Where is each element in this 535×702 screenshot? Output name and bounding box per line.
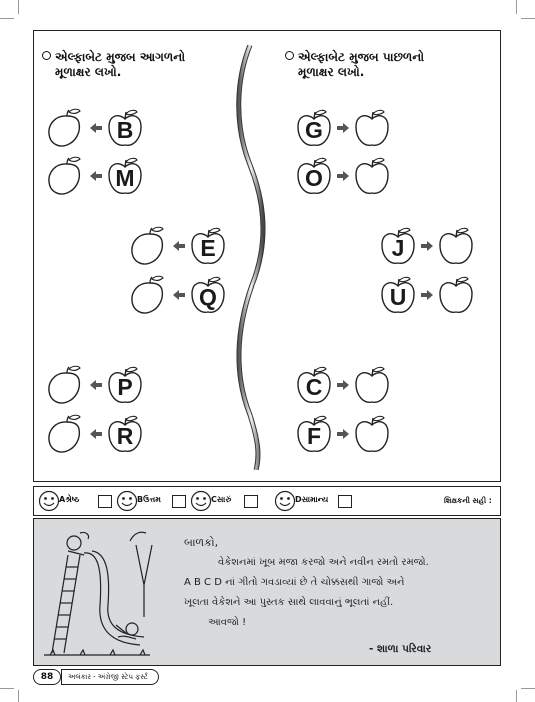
arrow-right-icon [336, 427, 350, 441]
answer-fruit[interactable] [45, 107, 85, 149]
left-instruction-line2: મૂળાક્ષર લખો. [55, 65, 122, 79]
crop-mark [18, 0, 19, 14]
grading-strip [33, 486, 501, 516]
answer-fruit[interactable] [352, 413, 392, 455]
grade-checkbox[interactable] [244, 495, 258, 508]
crop-mark [0, 18, 14, 19]
grade-label: Aશ્રેષ્ઠ [59, 495, 80, 504]
answer-fruit[interactable] [436, 225, 476, 267]
left-pair [45, 364, 155, 406]
answer-fruit[interactable] [128, 225, 168, 267]
grade-label: Dસામાન્ય [295, 495, 329, 504]
left-pair [45, 155, 155, 197]
letter-label: F [306, 423, 322, 449]
note-text [184, 533, 494, 655]
teacher-sign-label: શિક્ષકની સહી : [444, 496, 492, 505]
right-pair [294, 107, 404, 149]
arrow-right-icon [420, 288, 434, 302]
letter-label: O [305, 165, 323, 191]
letter-label: G [305, 117, 323, 143]
crop-mark [18, 690, 19, 702]
answer-fruit[interactable] [45, 364, 85, 406]
crop-mark [516, 690, 517, 702]
right-instruction [298, 50, 424, 80]
letter-fruit [105, 155, 145, 197]
arrow-left-icon [89, 169, 103, 183]
letter-fruit [294, 107, 334, 149]
note-line: વેકેશનમાં ખૂબ મજા કરજો અને નવીન રમતો રમજો. [218, 557, 429, 568]
left-pair [45, 413, 155, 455]
answer-fruit[interactable] [436, 274, 476, 316]
right-pair [378, 274, 488, 316]
letter-fruit [105, 413, 145, 455]
letter-label: J [391, 235, 405, 261]
arrow-left-icon [89, 427, 103, 441]
right-instruction-line1: એલ્ફાબેટ મુજબ પાછળનો [298, 50, 425, 64]
arrow-left-icon [89, 121, 103, 135]
smiley-icon [274, 490, 296, 512]
answer-fruit[interactable] [352, 155, 392, 197]
letter-label: C [305, 374, 323, 400]
left-pair [45, 107, 155, 149]
right-pair [294, 155, 404, 197]
note-closing: આવજો ! [208, 617, 247, 628]
left-pair [128, 274, 238, 316]
arrow-right-icon [336, 169, 350, 183]
note-signature: - શાળા પરિવાર [369, 643, 432, 655]
grade-label: Bઉત્તમ [137, 495, 161, 504]
playground-slide-illustration [40, 525, 158, 661]
answer-fruit[interactable] [128, 274, 168, 316]
grade-checkbox[interactable] [98, 495, 112, 508]
right-instruction-line2: મૂળાક્ષર લખો. [298, 65, 365, 79]
letter-fruit [188, 225, 228, 267]
holiday-note [33, 518, 501, 666]
grade-label: Cસારું [211, 495, 232, 504]
smiley-icon [190, 490, 212, 512]
bullet-icon [42, 51, 51, 60]
letter-fruit [378, 225, 418, 267]
note-greeting: બાળકો, [184, 536, 219, 549]
answer-fruit[interactable] [352, 364, 392, 406]
letter-fruit [294, 413, 334, 455]
left-instruction [55, 50, 185, 80]
crop-mark [521, 18, 535, 19]
letter-fruit [105, 107, 145, 149]
left-instruction-line1: એલ્ફાબેટ મુજબ આગળનો [55, 50, 186, 64]
letter-label: M [115, 165, 135, 191]
crop-mark [521, 688, 535, 689]
letter-label: Q [199, 284, 217, 310]
arrow-right-icon [420, 239, 434, 253]
right-pair [294, 364, 404, 406]
page-number: 88 [33, 669, 61, 685]
arrow-right-icon [336, 378, 350, 392]
right-pair [378, 225, 488, 267]
bullet-icon [285, 51, 294, 60]
letter-label: B [116, 117, 134, 143]
answer-fruit[interactable] [45, 155, 85, 197]
letter-fruit [294, 364, 334, 406]
letter-label: R [116, 423, 134, 449]
smiley-icon [116, 490, 138, 512]
answer-fruit[interactable] [45, 413, 85, 455]
grade-checkbox[interactable] [172, 495, 186, 508]
note-line: A B C D નાં ગીતો ગવડાવ્યાં છે તે ચોક્કસથી ગાજો અને [184, 577, 405, 588]
letter-fruit [105, 364, 145, 406]
note-line: ખૂલતા વેકેશને આ પુસ્તક સાથે લાવવાનું ભૂલતાં નહીં. [184, 597, 394, 608]
right-pair [294, 413, 404, 455]
left-pair [128, 225, 238, 267]
series-title: અલંકાર - અંગ્રેજી સ્ટેપ ફર્સ્ટ [61, 669, 159, 685]
crop-mark [516, 0, 517, 14]
letter-label: P [117, 374, 133, 400]
letter-fruit [188, 274, 228, 316]
arrow-left-icon [172, 288, 186, 302]
arrow-left-icon [172, 239, 186, 253]
letter-fruit [378, 274, 418, 316]
letter-label: U [389, 284, 407, 310]
letter-label: E [200, 235, 216, 261]
answer-fruit[interactable] [352, 107, 392, 149]
grade-checkbox[interactable] [338, 495, 352, 508]
letter-fruit [294, 155, 334, 197]
smiley-icon [38, 490, 60, 512]
arrow-right-icon [336, 121, 350, 135]
crop-mark [0, 688, 14, 689]
arrow-left-icon [89, 378, 103, 392]
